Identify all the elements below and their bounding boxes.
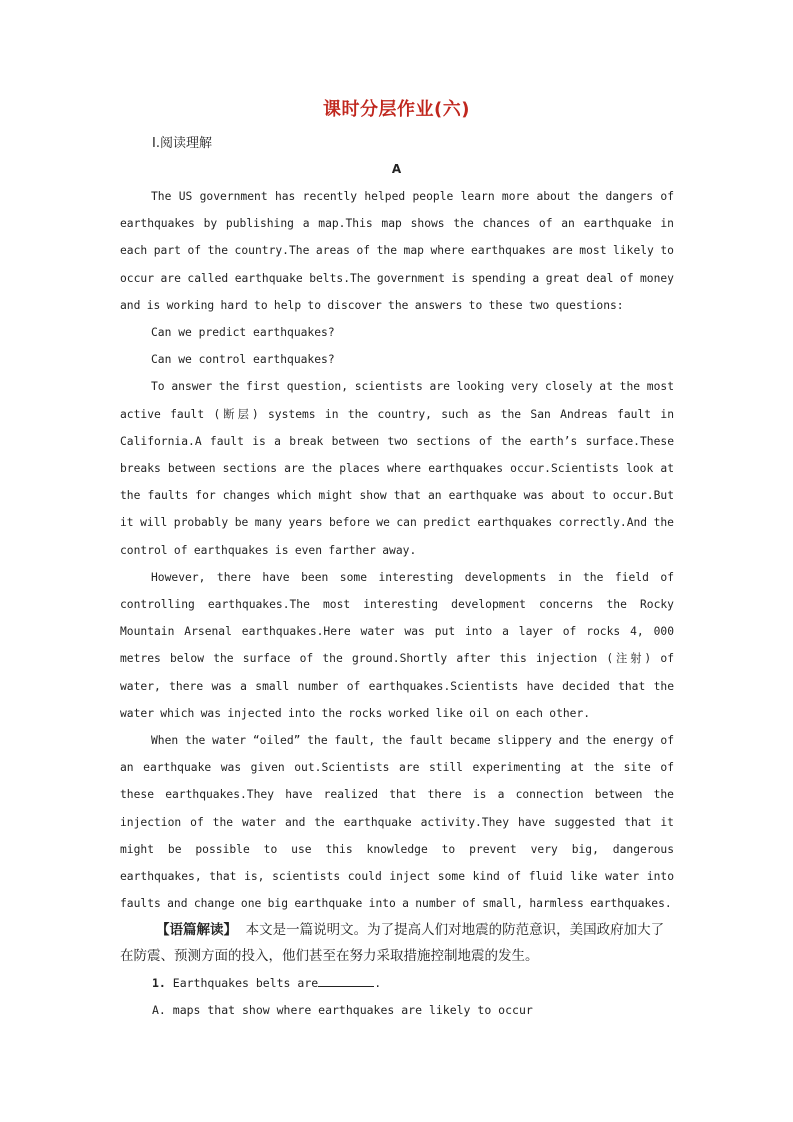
passage-paragraph-3: However, there have been some interesting developments in the field of controlling earthquakes.The most interesting development concerns the Rocky Mountain Arsenal earthquakes.Here water was put into a layer of rocks 4, 000 metres below the surface of the ground.Shortly after this injection (注射) of water, there was a small number of earthquakes.Scientists have decided that the water which was injected into the rocks worked like oil on each other.	[120, 570, 674, 720]
passage-body	[120, 183, 674, 917]
question-1	[152, 975, 381, 990]
question-stem: Earthquakes belts are	[165, 976, 319, 990]
question-stem-end: .	[374, 976, 382, 990]
passage-analysis-note	[120, 917, 676, 969]
section-heading: Ⅰ.阅读理解	[152, 136, 212, 151]
passage-label: A	[391, 162, 402, 176]
question-number: 1.	[152, 976, 166, 990]
passage-question-control: Can we control earthquakes?	[151, 353, 335, 367]
note-tag: 【语篇解读】	[156, 922, 237, 938]
answer-blank	[318, 975, 374, 987]
passage-paragraph-2: To answer the first question, scientists are looking very closely at the most active fault (断层) systems in the country, such as the San Andreas fault in California.A fault is a break between two sections of the earth’s surface.These breaks between sections are the places where earthquakes occur.Scientists look at the faults for changes which might show that an earthquake was about to occur.But it will probably be many years before we can predict earthquakes correctly.And the control of earthquakes is even farther away.	[120, 380, 674, 557]
passage-paragraph-1: The US government has recently helped people learn more about the dangers of earthquakes by publishing a map.This map shows the chances of an earthquake in each part of the country.The areas of the map where earthquakes are most likely to occur are called earthquake belts.The government is spending a great deal of money and is working hard to help to discover the answers to these two questions:	[120, 190, 674, 312]
passage-question-predict: Can we predict earthquakes?	[151, 326, 335, 340]
passage-paragraph-4: When the water “oiled” the fault, the fault became slippery and the energy of an earthquake was given out.Scientists are still experimenting at the site of these earthquakes.They have realized that there is a connection between the injection of the water and the earthquake activity.They have suggested that it might be possible to use this knowledge to prevent very big, dangerous earthquakes, that is, scientists could inject some kind of fluid like water into faults and change one big earthquake into a number of small, harmless earthquakes.	[120, 734, 674, 911]
page-title: 课时分层作业(六)	[323, 99, 470, 120]
note-text: 本文是一篇说明文。为了提高人们对地震的防范意识，美国政府加大了在防震、预测方面的投入，他们甚至在努力采取措施控制地震的发生。	[120, 922, 665, 964]
question-1-option-a: A. maps that show where earthquakes are likely to occur	[152, 1003, 533, 1017]
